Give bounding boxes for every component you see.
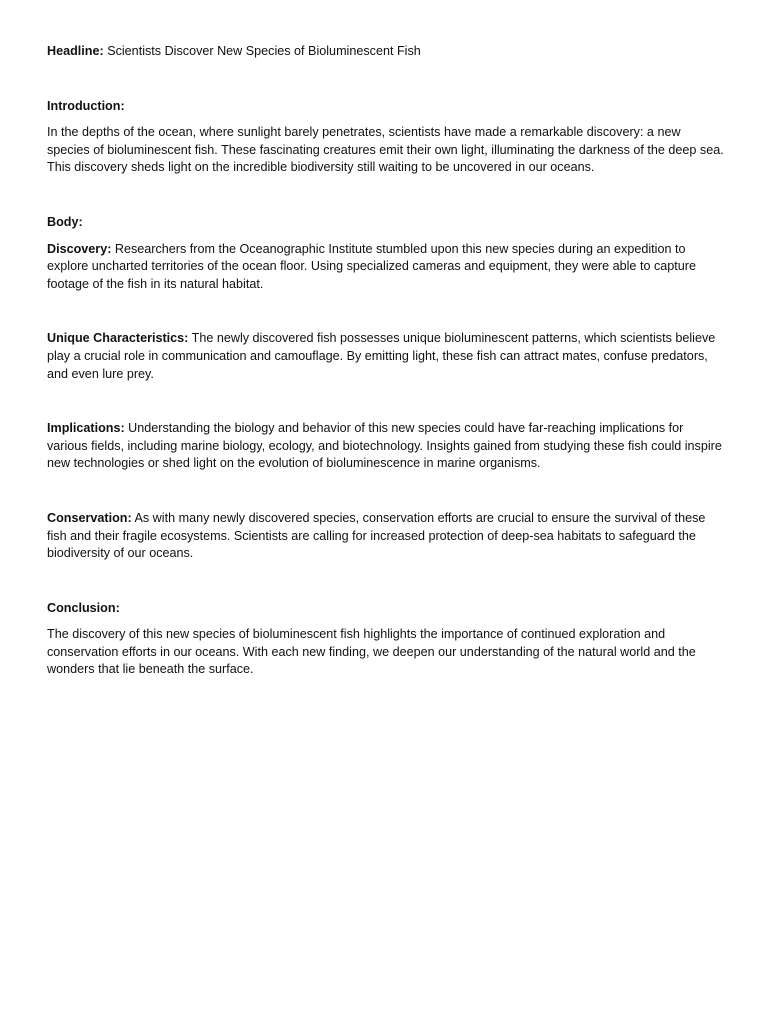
discovery-paragraph [47, 241, 725, 294]
headline-paragraph [47, 43, 725, 61]
implications-paragraph [47, 420, 725, 473]
document-page [47, 43, 725, 679]
unique-characteristics-text: The newly discovered fish possesses unique bioluminescent patterns, which scientists believe play a crucial role in communication and camouflage. By emitting light, these fish can attract mates, confuse predators, and even lure prey. [47, 331, 716, 381]
headline-text: Scientists Discover New Species of Bioluminescent Fish [107, 44, 421, 58]
conclusion-paragraph: The discovery of this new species of bioluminescent fish highlights the importance of continued exploration and conservation efforts in our oceans. With each new finding, we deepen our understanding of the natural world and the wonders that lie beneath the surface. [47, 627, 696, 677]
conservation-text: As with many newly discovered species, conservation efforts are crucial to ensure the survival of these fish and their fragile ecosystems. Scientists are calling for increased protection of deep-sea habitats to safeguard the biodiversity of our oceans. [47, 510, 706, 561]
discovery-text: Researchers from the Oceanographic Institute stumbled upon this new species during an expedition to explore uncharted territories of the ocean floor. Using specialized cameras and equipment, they were able to capture footage of the fish in its natural habitat. [47, 241, 696, 291]
headline-label: Headline: [47, 44, 104, 58]
introduction-heading: Introduction: [47, 98, 125, 113]
conservation-label: Conservation: [47, 510, 132, 525]
conclusion-heading: Conclusion: [47, 600, 120, 615]
introduction-paragraph: In the depths of the ocean, where sunlight barely penetrates, scientists have made a remarkable discovery: a new species of bioluminescent fish. These fascinating creatures emit their own light, illuminating the darkness of the deep sea. This discovery sheds light on the incredible biodiversity still waiting to be uncovered in our oceans. [47, 125, 724, 175]
unique-characteristics-label: Unique Characteristics: [47, 331, 189, 346]
body-heading: Body: [47, 214, 83, 229]
implications-text: Understanding the biology and behavior of this new species could have far-reaching implications for various fields, including marine biology, ecology, and biotechnology. Insights gained from studying these fish could inspire new technologies or shed light on the evolution of bioluminescence in marine organisms. [47, 421, 722, 471]
discovery-label: Discovery: [47, 241, 112, 256]
implications-label: Implications: [47, 421, 125, 436]
unique-characteristics-paragraph [47, 330, 725, 383]
conservation-paragraph [47, 510, 725, 563]
